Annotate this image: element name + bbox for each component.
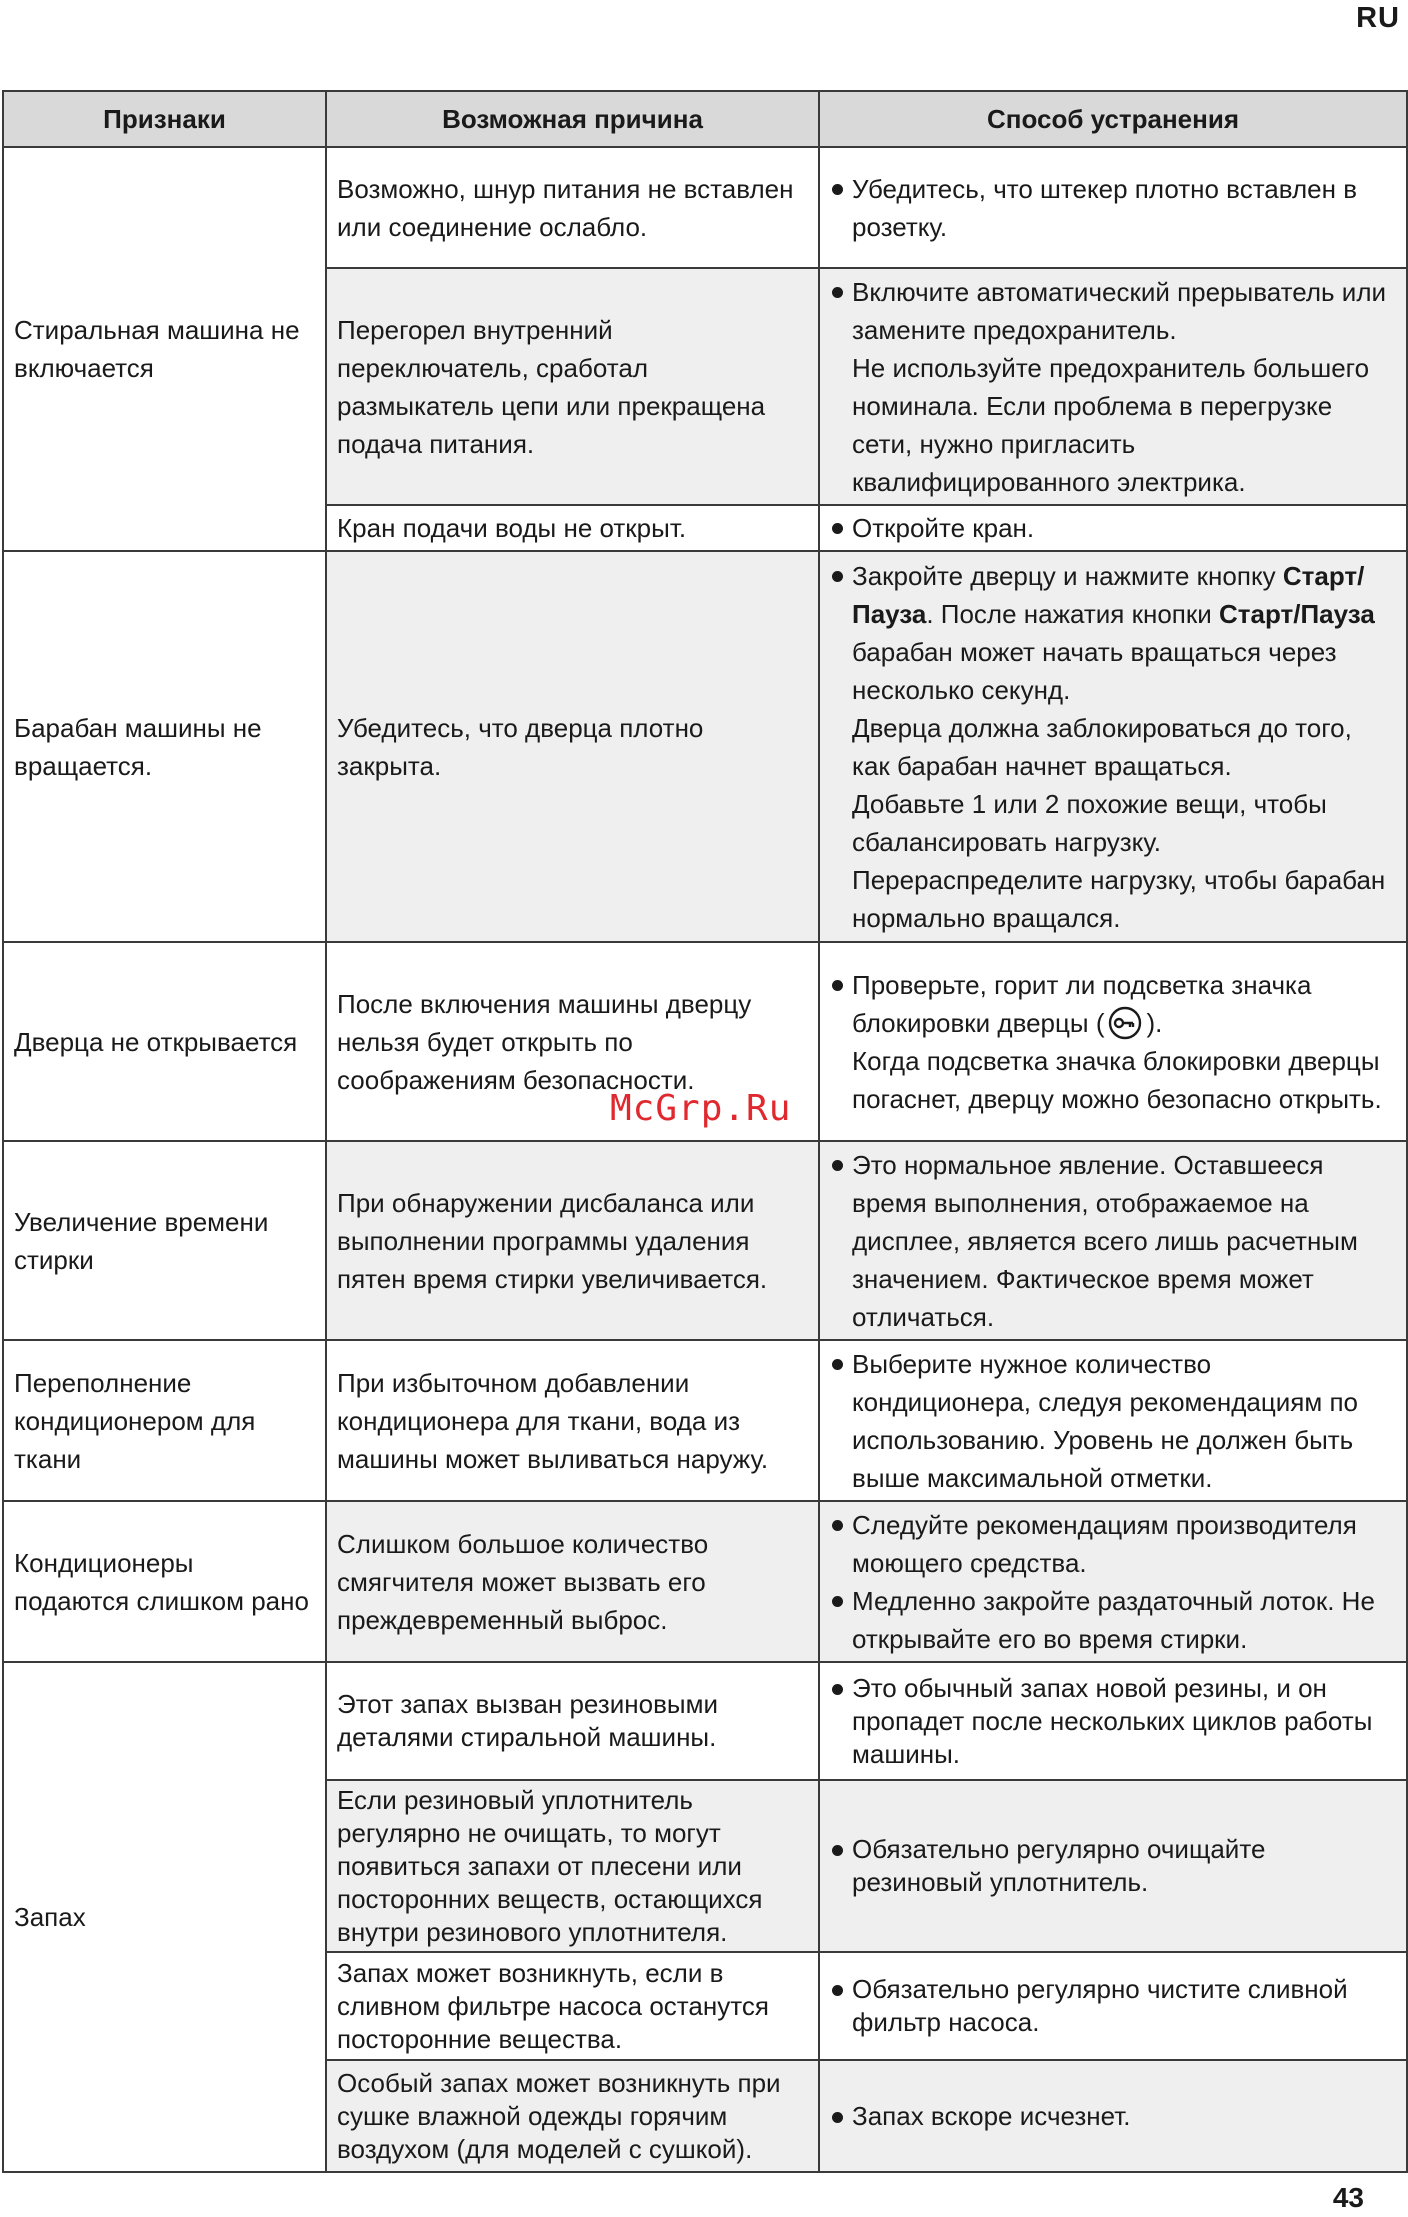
solution-item: Медленно закройте раздаточный лоток. Не открывайте его во время стирки. <box>830 1582 1396 1658</box>
cause-cell: Запах может возникнуть, если в сливном фильтре насоса останутся посторонние вещества. <box>326 1952 819 2060</box>
symptom-cell: Барабан машины не вращается. <box>3 551 326 942</box>
symptom-cell: Дверца не открывается <box>3 942 326 1141</box>
solution-cell <box>819 1952 1407 2060</box>
solution-item: Это обычный запах новой резины, и он пропадет после нескольких циклов работы машины. <box>830 1672 1396 1771</box>
start-pause-label: Старт/Пауза <box>1219 598 1375 629</box>
cause-cell: После включения машины дверцу нельзя будет открыть по соображениям безопасности. <box>326 942 819 1141</box>
solution-cell <box>819 942 1407 1141</box>
page-number: 43 <box>1332 2182 1364 2213</box>
cause-cell: Кран подачи воды не открыт. <box>326 505 819 551</box>
header-symptom: Признаки <box>3 91 326 147</box>
table-row <box>3 1141 1407 1340</box>
troubleshooting-table <box>2 90 1408 2173</box>
symptom-cell: Стиральная машина не включается <box>3 147 326 551</box>
solution-item: Выберите нужное количество кондиционера, следуя рекомендациям по использованию. Уровень не должен быть выше максимальной отметки. <box>830 1345 1396 1497</box>
solution-cell <box>819 551 1407 942</box>
language-code: RU <box>1356 2 1400 34</box>
table-row <box>3 551 1407 942</box>
cause-cell: Если резиновый уплотнитель регулярно не очищать, то могут появиться запахи от плесени или посторонних веществ, остающихся внутри резинового уплотнителя. <box>326 1780 819 1952</box>
cause-cell: Особый запах может возникнуть при сушке влажной одежды горячим воздухом (для моделей с сушкой). <box>326 2060 819 2172</box>
table-row <box>3 1340 1407 1501</box>
solution-cell <box>819 1141 1407 1340</box>
solution-item: Запах вскоре исчезнет. <box>830 2100 1396 2133</box>
solution-item: Закройте дверцу и нажмите кнопку Старт/Пауза. После нажатия кнопки Старт/Пауза барабан может начать вращаться через несколько секунд. <box>830 557 1396 709</box>
solution-note: Когда подсветка значка блокировки дверцы погаснет, дверцу можно безопасно открыть. <box>852 1045 1382 1114</box>
cause-cell: Убедитесь, что дверца плотно закрыта. <box>326 551 819 942</box>
solution-item: Обязательно регулярно очищайте резиновый уплотнитель. <box>830 1833 1396 1899</box>
table-header-row <box>3 91 1407 147</box>
header-cause: Возможная причина <box>326 91 819 147</box>
solution-cell <box>819 268 1407 505</box>
header-solution: Способ устранения <box>819 91 1407 147</box>
solution-cell <box>819 1780 1407 1952</box>
cause-cell: Этот запах вызван резиновыми деталями стиральной машины. <box>326 1662 819 1780</box>
solution-item: Это нормальное явление. Оставшееся время выполнения, отображаемое на дисплее, является всего лишь расчетным значением. Фактическое время может отличаться. <box>830 1146 1396 1336</box>
solution-note: Не используйте предохранитель большего номинала. Если проблема в перегрузке сети, нужно пригласить квалифицированного электрика. <box>852 352 1370 497</box>
table-row <box>3 1501 1407 1662</box>
symptom-cell: Кондиционеры подаются слишком рано <box>3 1501 326 1662</box>
solution-item: Откройте кран. <box>830 509 1396 547</box>
solution-cell <box>819 505 1407 551</box>
symptom-cell: Увеличение времени стирки <box>3 1141 326 1340</box>
solution-item: Проверьте, горит ли подсветка значка блокировки дверцы ( ). <box>830 966 1396 1042</box>
solution-cell <box>819 147 1407 268</box>
door-lock-icon <box>1108 1006 1142 1040</box>
cause-cell: Слишком большое количество смягчителя может вызвать его преждевременный выброс. <box>326 1501 819 1662</box>
solution-note: Перераспределите нагрузку, чтобы барабан нормально вращался. <box>852 864 1386 933</box>
solution-note: Добавьте 1 или 2 похожие вещи, чтобы сбалансировать нагрузку. <box>852 788 1327 857</box>
table-row <box>3 1662 1407 1780</box>
cause-cell: Перегорел внутренний переключатель, сработал размыкатель цепи или прекращена подача питания. <box>326 268 819 505</box>
watermark: McGrp.Ru <box>610 1088 792 1129</box>
symptom-cell: Переполнение кондиционером для ткани <box>3 1340 326 1501</box>
cause-cell: Возможно, шнур питания не вставлен или соединение ослабло. <box>326 147 819 268</box>
solution-cell <box>819 2060 1407 2172</box>
solution-item: Включите автоматический прерыватель или замените предохранитель. <box>830 273 1396 349</box>
solution-item: Убедитесь, что штекер плотно вставлен в розетку. <box>830 170 1396 246</box>
solution-note: Дверца должна заблокироваться до того, как барабан начнет вращаться. <box>852 712 1352 781</box>
solution-item: Обязательно регулярно чистите сливной фильтр насоса. <box>830 1973 1396 2039</box>
solution-cell <box>819 1662 1407 1780</box>
solution-item: Следуйте рекомендациям производителя моющего средства. <box>830 1506 1396 1582</box>
start-pause-label: Старт/Пауза <box>852 560 1365 629</box>
table-row <box>3 147 1407 268</box>
symptom-cell: Запах <box>3 1662 326 2172</box>
cause-cell: При обнаружении дисбаланса или выполнении программы удаления пятен время стирки увеличивается. <box>326 1141 819 1340</box>
solution-cell <box>819 1340 1407 1501</box>
solution-cell <box>819 1501 1407 1662</box>
cause-cell: При избыточном добавлении кондиционера для ткани, вода из машины может выливаться наружу. <box>326 1340 819 1501</box>
